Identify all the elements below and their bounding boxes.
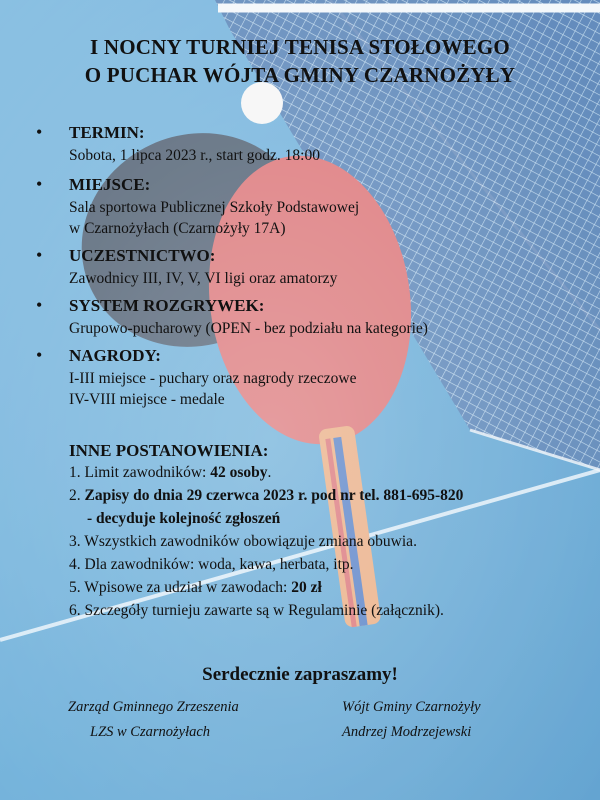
signature-left-line2: LZS w Czarnożyłach — [90, 724, 211, 740]
poster-title — [0, 33, 600, 89]
rule-4: 4. Dla zawodników: woda, kawa, herbata, itp. — [69, 556, 354, 573]
rule-6: 6. Szczegóły turnieju zawarte są w Regulaminie (załącznik). — [69, 602, 444, 619]
section-heading: TERMIN: — [69, 123, 145, 142]
section-text: w Czarnożyłach (Czarnożyły 17A) — [69, 220, 286, 237]
rule-2: 2. Zapisy do dnia 29 czerwca 2023 r. pod nr tel. 881-695-820 — [69, 487, 464, 504]
rule-2-cont: - decyduje kolejność zgłoszeń — [87, 510, 281, 527]
invitation: Serdecznie zapraszamy! — [202, 664, 398, 685]
bullet-icon: • — [36, 295, 43, 315]
section-heading: MIEJSCE: — [69, 175, 151, 194]
title-line-2: O PUCHAR WÓJTA GMINY CZARNOŻYŁY — [84, 63, 516, 87]
section-text: I-III miejsce - puchary oraz nagrody rzeczowe — [69, 370, 357, 387]
title-line-1: I NOCNY TURNIEJ TENISA STOŁOWEGO — [90, 35, 510, 59]
rule-1: 1. Limit zawodników: 42 osoby. — [69, 464, 272, 481]
signature-right-line1: Wójt Gminy Czarnożyły — [342, 699, 481, 715]
bullet-icon: • — [36, 245, 43, 265]
section-text: Zawodnicy III, IV, V, VI ligi oraz amatorzy — [69, 270, 338, 287]
signature-right-line2: Andrzej Modrzejewski — [342, 724, 472, 740]
other-provisions — [69, 440, 589, 622]
signature-left-line1: Zarząd Gminnego Zrzeszenia — [68, 699, 239, 715]
section-text: IV-VIII miejsce - medale — [69, 391, 225, 408]
bullet-icon: • — [36, 345, 43, 365]
bullet-icon: • — [36, 174, 43, 194]
section-text: Sala sportowa Publicznej Szkoły Podstawowej — [69, 199, 360, 216]
section-heading: UCZESTNICTWO: — [69, 246, 216, 265]
section-text: Sobota, 1 lipca 2023 r., start godz. 18:00 — [69, 147, 320, 164]
other-heading: INNE POSTANOWIENIA: — [69, 441, 269, 460]
section-text: Grupowo-pucharowy (OPEN - bez podziału na kategorie) — [69, 320, 428, 337]
section-heading: SYSTEM ROZGRYWEK: — [69, 296, 265, 315]
section-heading: NAGRODY: — [69, 346, 161, 365]
rule-3: 3. Wszystkich zawodników obowiązuje zmiana obuwia. — [69, 533, 417, 550]
rule-5: 5. Wpisowe za udział w zawodach: 20 zł — [69, 579, 322, 596]
bullet-icon: • — [36, 122, 43, 142]
